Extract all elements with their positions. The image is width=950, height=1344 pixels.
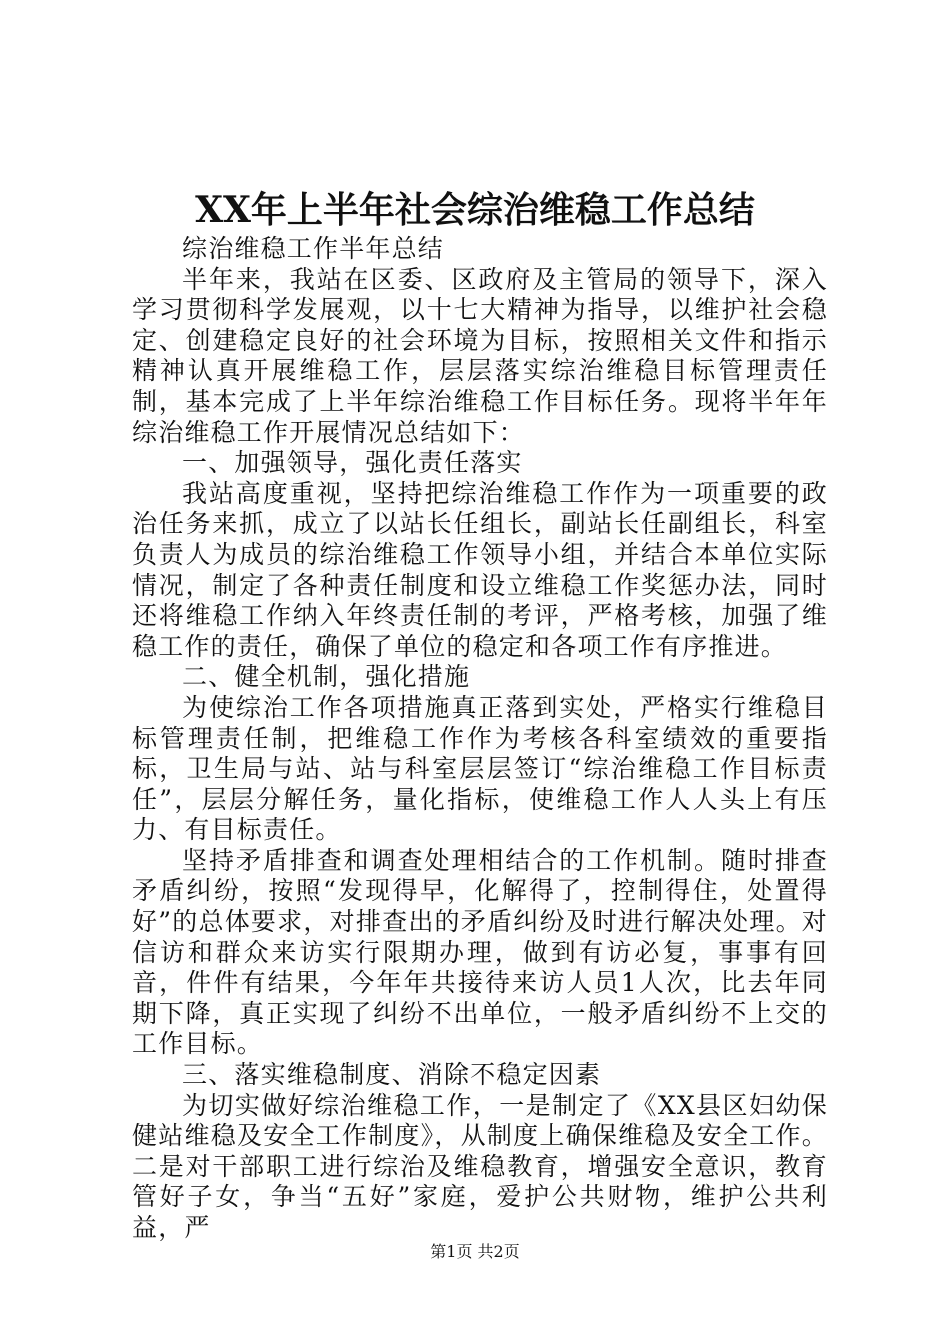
document-subtitle: 综治维稳工作半年总结: [182, 234, 445, 263]
document-body: [132, 234, 828, 1244]
section-3-paragraph-1: 为切实做好综治维稳工作，一是制定了《XX县区妇幼保健站维稳及安全工作制度》，从制度上确保维稳及安全工作。二是对干部职工进行综治及维稳教育，增强安全意识，教育管好子女，争当“五好”家庭，爱护公共财物，维护公共利益，严: [132, 1090, 828, 1242]
page-footer: 第1页 共2页: [430, 1242, 520, 1261]
section-heading-1: 一、加强领导，强化责任落实: [182, 448, 523, 478]
section-2-paragraph-2: 坚持矛盾排查和调查处理相结合的工作机制。随时排查矛盾纠纷，按照“发现得早，化解得了，控制得住，处置得好”的总体要求，对排查出的矛盾纠纷及时进行解决处理。对信访和群众来访实行限期办理，做到有访必复，事事有回音，件件有结果，今年年共接待来访人员1人次，比去年同期下降，真正实现了纠纷不出单位，一般矛盾纠纷不上交的工作目标。: [132, 845, 828, 1059]
section-2-paragraph-1: 为使综治工作各项措施真正落到实处，严格实行维稳目标管理责任制，把维稳工作作为考核各科室绩效的重要指标，卫生局与站、站与科室层层签订“综治维稳工作目标责任”，层层分解任务，量化指标，使维稳工作人人头上有压力、有目标责任。: [132, 692, 828, 845]
section-1-paragraph-1: 我站高度重视，坚持把综治维稳工作作为一项重要的政治任务来抓，成立了以站长任组长，副站长任副组长，科室负责人为成员的综治维稳工作领导小组，并结合本单位实际情况，制定了各种责任制度和设立维稳工作奖惩办法，同时还将维稳工作纳入年终责任制的考评，严格考核，加强了维稳工作的责任，确保了单位的稳定和各项工作有序推进。: [132, 478, 828, 661]
document-title: XX年上半年社会综治维稳工作总结: [195, 189, 755, 231]
intro-paragraph: 半年来，我站在区委、区政府及主管局的领导下，深入学习贯彻科学发展观，以十七大精神为指导，以维护社会稳定、创建稳定良好的社会环境为目标，按照相关文件和指示精神认真开展维稳工作，层层落实综治维稳目标管理责任制，基本完成了上半年综治维稳工作目标任务。现将半年年综治维稳工作开展情况总结如下：: [132, 264, 828, 447]
section-heading-2: 二、健全机制，强化措施: [182, 662, 471, 692]
section-heading-3: 三、落实维稳制度、消除不稳定因素: [182, 1060, 602, 1090]
